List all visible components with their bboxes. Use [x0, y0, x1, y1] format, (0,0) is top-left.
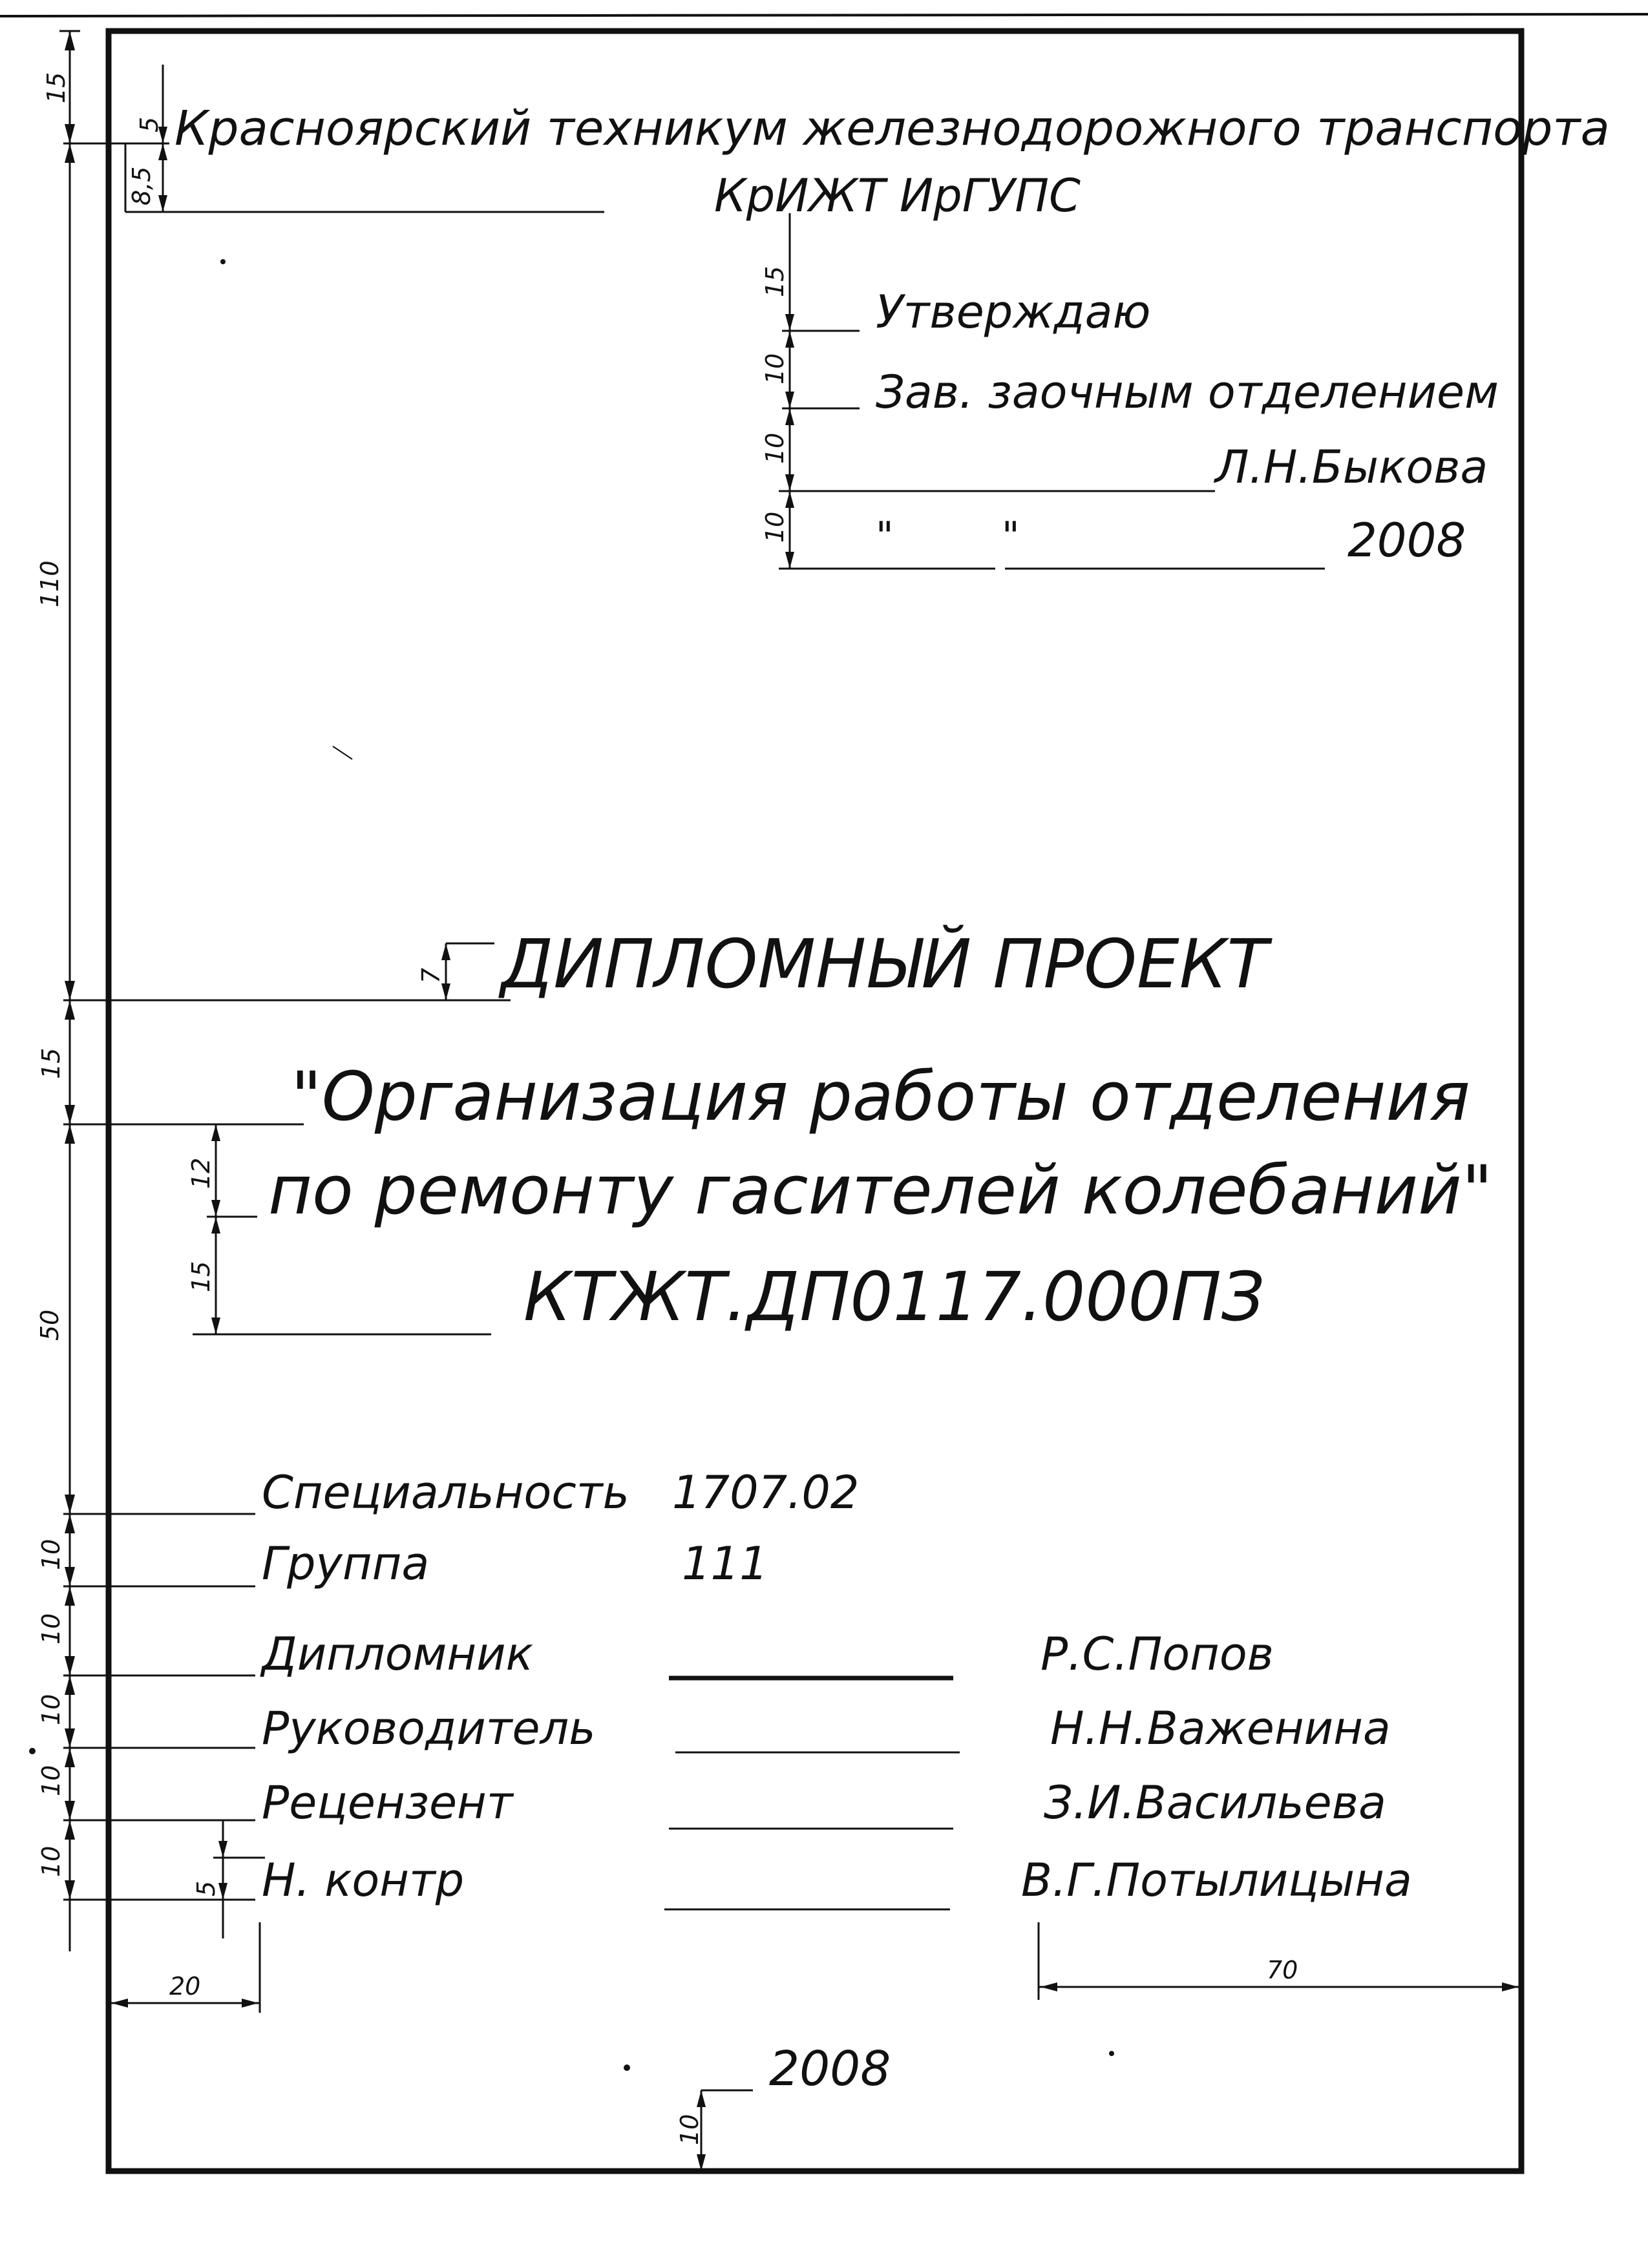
dimension-label: 8,5: [127, 166, 156, 205]
dimension-label: 15: [761, 266, 789, 297]
dimension-label: 5: [192, 1880, 220, 1896]
group-label: Группа: [262, 1537, 430, 1590]
dimension-label: 12: [187, 1157, 215, 1189]
dimension-label: 15: [42, 72, 70, 103]
approval-quote-open: ": [876, 514, 894, 559]
approval-year: 2008: [1347, 513, 1466, 567]
signature-role: Рецензент: [262, 1776, 513, 1829]
dimension-label: 70: [1267, 1956, 1298, 1984]
specialty-value: 1707.02: [672, 1466, 860, 1519]
document-code: КТЖТ.ДП0117.000ПЗ: [523, 1257, 1265, 1336]
signature-person: Н.Н.Важенина: [1050, 1702, 1391, 1755]
signature-role: Дипломник: [262, 1628, 533, 1681]
page-top-edge: [0, 14, 1648, 16]
dimension-label: 7: [417, 967, 445, 983]
dimension-label: 10: [761, 432, 789, 464]
dimension-label: 5: [135, 116, 164, 132]
dimension-label: 10: [761, 353, 789, 384]
dimension-label: 110: [36, 560, 64, 607]
project-type: ДИПЛОМНЫЙ ПРОЕКТ: [501, 925, 1269, 1003]
dimension-label: 50: [36, 1309, 64, 1341]
specialty-label: Специальность: [262, 1466, 629, 1519]
group-value: 111: [682, 1537, 768, 1590]
signature-person: Р.С.Попов: [1041, 1628, 1274, 1681]
project-title-line1: "Организация работы отделения: [291, 1057, 1470, 1136]
dimension-label: 10: [37, 1538, 65, 1570]
signature-role: Н. контр: [262, 1854, 465, 1907]
approval-label: Утверждаю: [876, 286, 1151, 339]
institution-short-name: КрИЖТ ИрГУПС: [714, 169, 1081, 222]
approval-position: Зав. заочным отделением: [876, 366, 1499, 419]
dimension-label: 10: [675, 2114, 704, 2145]
signature-role: Руководитель: [262, 1702, 596, 1755]
dimension-label: 10: [37, 1765, 65, 1796]
signature-person: З.И.Васильева: [1044, 1776, 1386, 1829]
dimension-label: 10: [37, 1613, 65, 1644]
approval-quote-close: ": [1002, 514, 1020, 559]
project-title-line2: по ремонту гасителей колебаний": [268, 1151, 1493, 1230]
institution-name: Красноярский техникум железнодорожного транспорта: [174, 101, 1610, 156]
dimension-label: 15: [187, 1261, 215, 1292]
dimension-label: 10: [761, 511, 789, 543]
signature-person: В.Г.Потылицына: [1021, 1854, 1412, 1907]
dimension-label: 15: [37, 1047, 65, 1079]
dimension-label: 20: [169, 1972, 201, 2000]
dimension-label: 10: [37, 1845, 65, 1877]
dimension-label: 10: [37, 1694, 65, 1725]
footer-year: 2008: [769, 2041, 891, 2097]
approval-signer: Л.Н.Быкова: [1215, 441, 1488, 494]
